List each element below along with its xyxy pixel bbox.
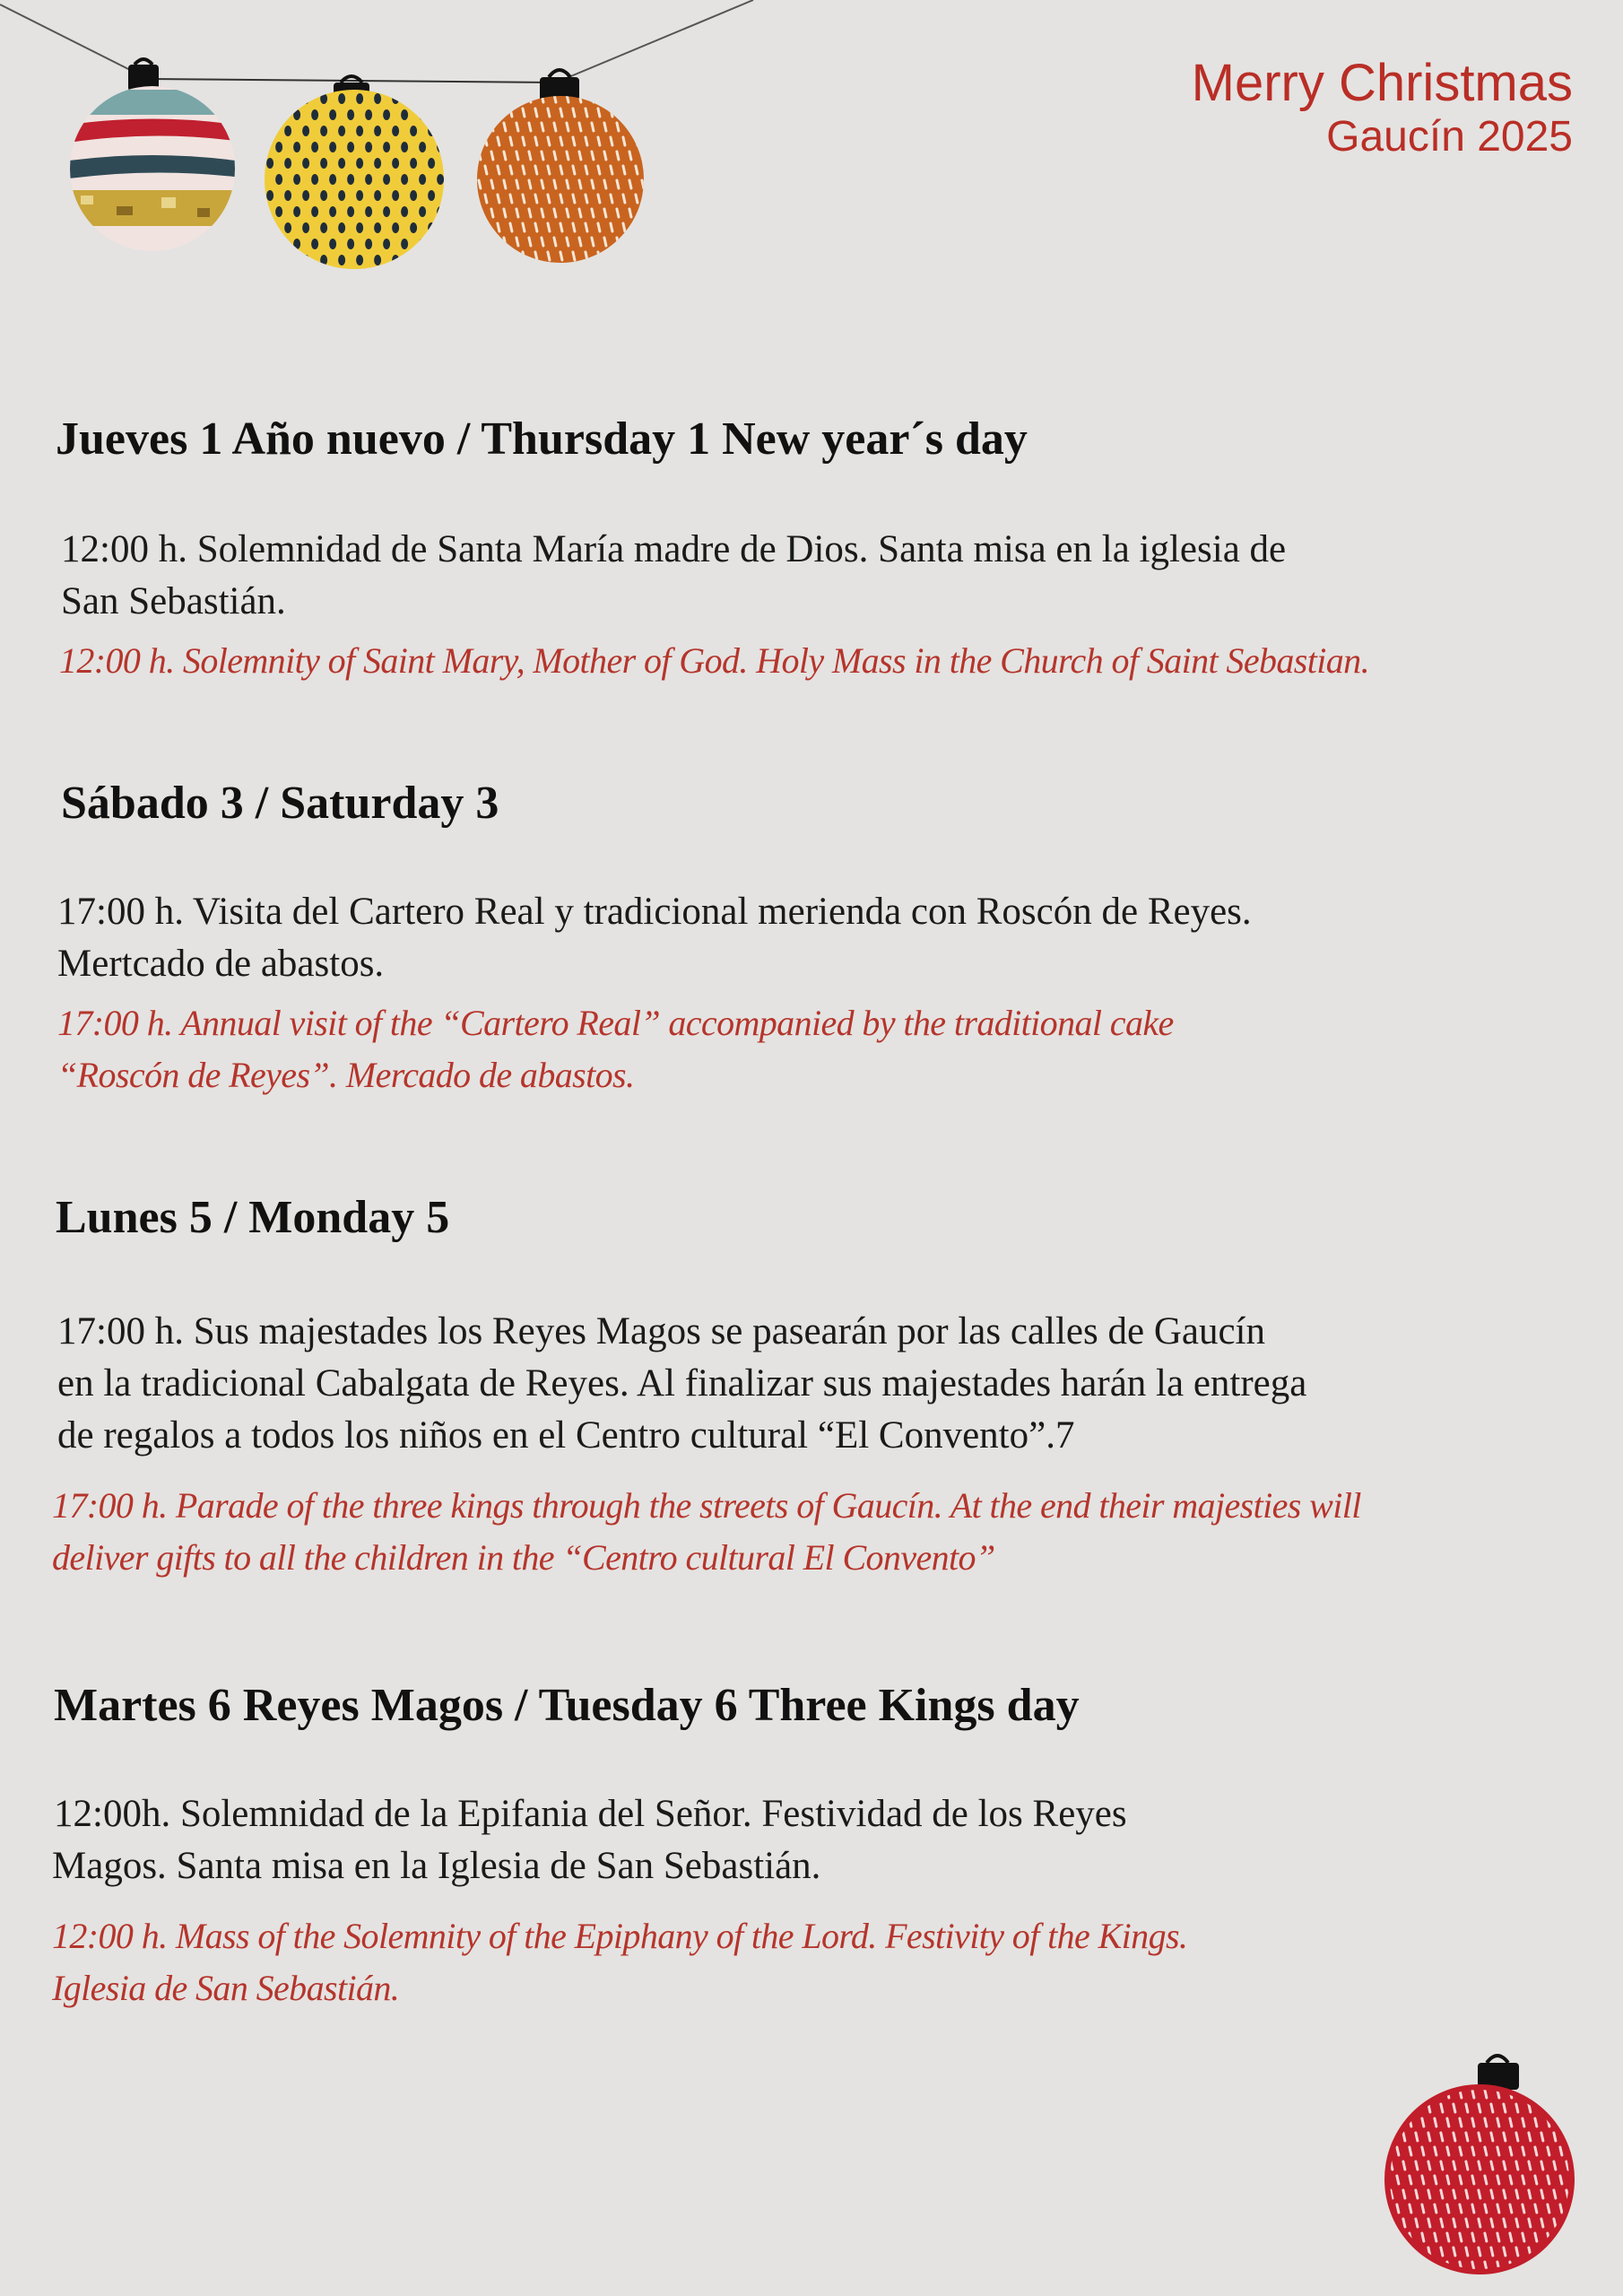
day-heading: Martes 6 Reyes Magos / Tuesday 6 Three Kings day bbox=[54, 1680, 1080, 1731]
spanish-line: de regalos a todos los niños en el Centro cultural “El Convento”.7 bbox=[57, 1414, 1075, 1457]
spanish-line: San Sebastián. bbox=[61, 580, 286, 622]
spanish-line: Mertcado de abastos. bbox=[57, 943, 385, 985]
spanish-line: 12:00 h. Solemnidad de Santa María madre de Dios. Santa misa en la iglesia de bbox=[61, 528, 1287, 570]
spanish-line: 17:00 h. Sus majestades los Reyes Magos se pasearán por las calles de Gaucín bbox=[57, 1310, 1266, 1352]
english-line: 17:00 h. Annual visit of the “Cartero Real” accompanied by the traditional cake bbox=[57, 1003, 1174, 1043]
english-line: 17:00 h. Parade of the three kings through the streets of Gaucín. At the end their majesties will bbox=[52, 1485, 1361, 1526]
day-heading: Lunes 5 / Monday 5 bbox=[56, 1192, 450, 1243]
header-subtitle: Gaucín 2025 bbox=[1326, 113, 1573, 161]
orange-ornament-icon bbox=[477, 70, 650, 274]
yellow-ornament-icon bbox=[265, 76, 444, 269]
ornament-garland bbox=[0, 0, 771, 287]
english-line: 12:00 h. Solemnity of Saint Mary, Mother of God. Holy Mass in the Church of Saint Sebastian. bbox=[59, 640, 1369, 681]
spanish-line: 17:00 h. Visita del Cartero Real y tradicional merienda con Roscón de Reyes. bbox=[57, 891, 1252, 933]
day-heading: Jueves 1 Año nuevo / Thursday 1 New year´s day bbox=[56, 413, 1028, 465]
spanish-line: en la tradicional Cabalgata de Reyes. Al finalizar sus majestades harán la entrega bbox=[57, 1362, 1307, 1405]
striped-ornament-icon bbox=[63, 59, 242, 269]
english-line: “Roscón de Reyes”. Mercado de abastos. bbox=[57, 1055, 635, 1095]
spanish-line: 12:00h. Solemnidad de la Epifania del Señor. Festividad de los Reyes bbox=[54, 1793, 1127, 1835]
english-line: Iglesia de San Sebastián. bbox=[52, 1968, 400, 2008]
header-title: Merry Christmas bbox=[1191, 54, 1573, 112]
spanish-line: Magos. Santa misa en la Iglesia de San Sebastián. bbox=[52, 1845, 821, 1887]
english-line: deliver gifts to all the children in the “Centro cultural El Convento” bbox=[52, 1537, 995, 1578]
day-heading: Sábado 3 / Saturday 3 bbox=[61, 778, 499, 829]
english-line: 12:00 h. Mass of the Solemnity of the Epiphany of the Lord. Festivity of the Kings. bbox=[52, 1916, 1188, 1956]
red-ornament-icon bbox=[1372, 2045, 1587, 2278]
string-icon bbox=[0, 0, 753, 83]
